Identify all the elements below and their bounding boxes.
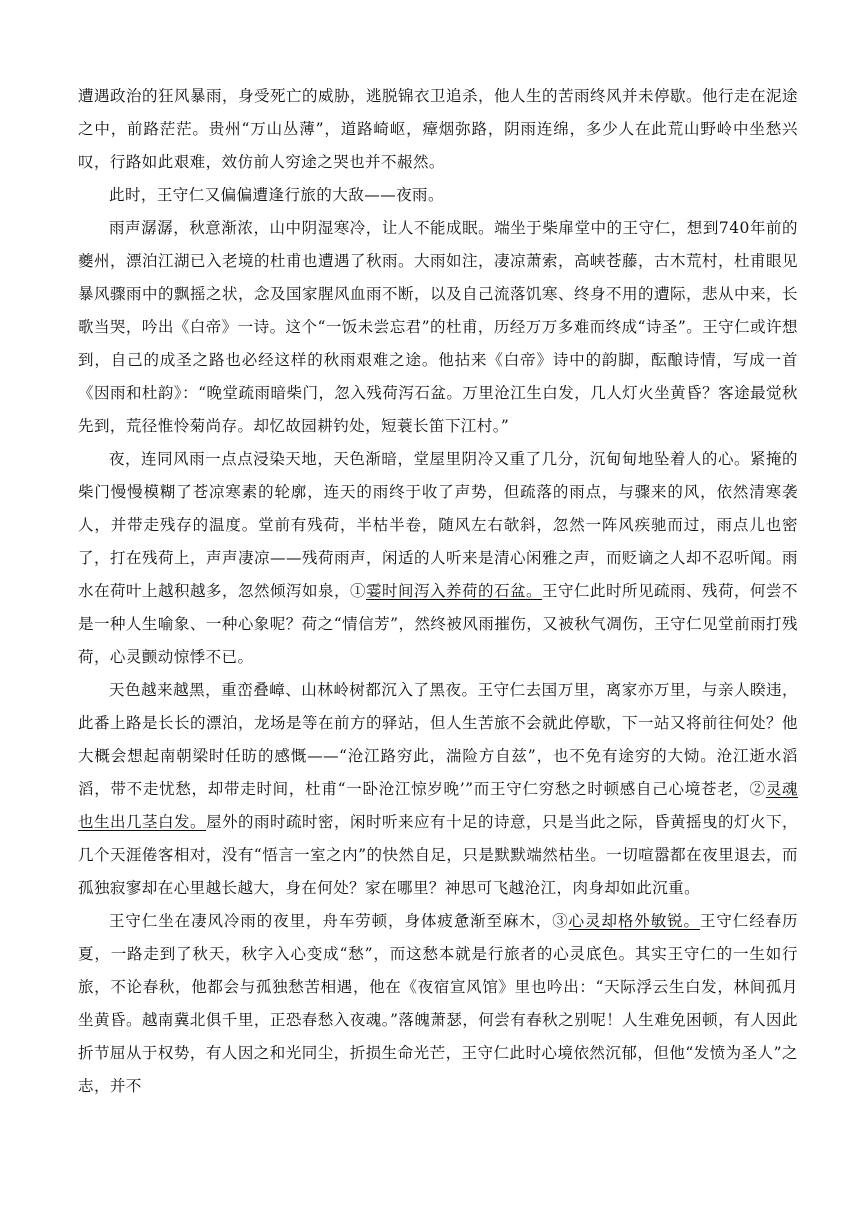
paragraph-text: 屋外的雨时疏时密，闲时听来应有十足的诗意，只是当此之际，昏黄摇曳的灯火下，几个天涯倦客相对，没有“悟言一室之内”的快然自足，只是默默端然枯坐。一切喧嚣都在夜里退去，而孤独寂寥却在心里越长越大，身在何处？家在哪里？神思可飞越沧江，肉身却如此沉重。 xyxy=(78,813,798,897)
paragraph-text: 夜，连同风雨一点点浸染天地，天色渐暗，堂屋里阴冷又重了几分，沉甸甸地坠着人的心。紧掩的柴门慢慢模糊了苍凉寒素的轮廓，连天的雨终于收了声势，但疏落的雨点，与骤来的风，依然清寒袭人，并带走残存的温度。堂前有残荷，半枯半卷，随风左右欹斜，忽然一阵风疾驰而过，雨点儿也密了，打在残荷上，声声凄凉——残荷雨声，闲适的人听来是清心闲雅之声，而贬谪之人却不忍听闻。雨水在荷叶上越积越多，忽然倾泻如泉，① xyxy=(78,450,798,600)
paragraph-text: 雨声潺潺，秋意渐浓，山中阴湿寒冷，让人不能成眠。端坐于柴扉堂中的王守仁，想到740年前的夔州，漂泊江湖已入老境的杜甫也遭遇了秋雨。大雨如注，凄凉萧索，高峡苍藤，古木荒村，杜甫眼见暴风骤雨中的飘摇之状，念及国家腥风血雨不断，以及自己流落饥寒、终身不用的遭际，悲从中来，长歌当哭，吟出《白帝》一诗。这个“一饭未尝忘君”的杜甫，历经万万多难而终成“诗圣”。王守仁或许想到，自己的成圣之路也必经这样的秋雨艰难之途。他拈来《白帝》诗中的韵脚，酝酿诗情，写成一首《因雨和杜韵》：“晚堂疏雨暗柴门，忽入残荷泻石盆。万里沧江生白发，几人灯火坐黄昏？客途最觉秋先到，荒径惟怜菊尚存。却忆故园耕钓处，短蓑长笛下江村。” xyxy=(78,219,798,435)
underlined-sentence-3: 心灵却格外敏锐。 xyxy=(568,912,700,930)
underlined-sentence-1: 霎时间泻入养荷的石盆。 xyxy=(366,582,543,600)
paragraph-text: 遭遇政治的狂风暴雨，身受死亡的威胁，逃脱锦衣卫追杀，他人生的苦雨终风并未停歇。他行走在泥途之中，前路茫茫。贵州“万山丛薄”，道路崎岖，瘴烟弥路，阴雨连绵，多少人在此荒山野岭中坐愁兴叹，行路如此艰难，效仿前人穷途之哭也并不赧然。 xyxy=(78,87,798,171)
paragraph-1 xyxy=(78,80,798,179)
paragraph-4 xyxy=(78,443,798,674)
paragraph-5 xyxy=(78,674,798,905)
paragraph-text: 王守仁坐在凄风冷雨的夜里，舟车劳顿，身体疲惫渐至麻木，③ xyxy=(109,912,569,930)
underlined-sentence-2: 灵魂也生出几茎白发。 xyxy=(78,780,799,831)
paragraph-6 xyxy=(78,905,798,1103)
paragraph-text: 天色越来越黑，重峦叠嶂、山林岭树都沉入了黑夜。王守仁去国万里，离家亦万里，与亲人睽违，此番上路是长长的漂泊，龙场是等在前方的驿站，但人生苦旅不会就此停歇，下一站又将前往何处？他大概会想起南朝梁时任昉的感慨——“沧江路穷此，湍险方自兹”，也不免有途穷的大恸。沧江逝水滔滔，带不走忧愁，却带走时间，杜甫“一卧沧江惊岁晚’”而王守仁穷愁之时顿感自己心境苍老，② xyxy=(78,681,798,798)
paragraph-3 xyxy=(78,212,798,443)
paragraph-2 xyxy=(78,179,798,212)
paragraph-text: 王守仁经春历夏，一路走到了秋天，秋字入心变成“愁”，而这愁本就是行旅者的心灵底色。其实王守仁的一生如行旅，不论春秋，他都会与孤独愁苦相遇，他在《夜宿宣风馆》里也吟出：“天际浮云生白发，林间孤月坐黄昏。越南冀北俱千里，正恐春愁入夜魂。”落魄萧瑟，何尝有春秋之别呢！人生难免困顿，有人因此折节屈从于权势，有人因之和光同尘，折损生命光芒，王守仁此时心境依然沉郁，但他“发愤为圣人”之志，并不 xyxy=(78,912,798,1095)
article-body xyxy=(78,80,798,1103)
paragraph-text: 此时，王守仁又偏偏遭逢行旅的大敌——夜雨。 xyxy=(109,186,444,204)
paragraph-text: 王守仁此时所见疏雨、残荷，何尝不是一种人生喻象、一种心象呢？荷之“情信芳”，然终被风雨摧伤，又被秋气凋伤，王守仁见堂前雨打残荷，心灵颤动惊悸不已。 xyxy=(78,582,798,666)
